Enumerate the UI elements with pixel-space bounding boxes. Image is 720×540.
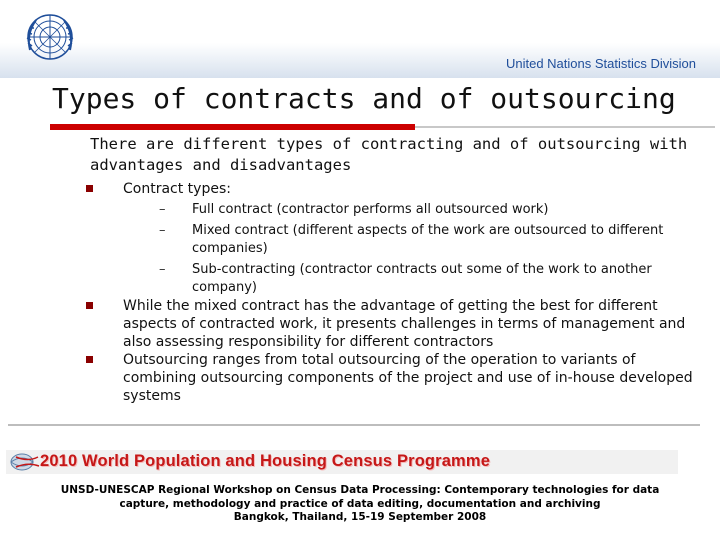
sub-item-text: Sub-contracting (contractor contracts out some of the work to another company) — [192, 262, 652, 295]
footer-line: capture, methodology and practice of data editing, documentation and archiving — [119, 497, 601, 510]
sub-item — [123, 261, 701, 297]
bullet-list — [86, 180, 701, 405]
dash-icon: – — [159, 223, 166, 238]
square-bullet-icon — [86, 356, 93, 363]
title-underline-rule — [415, 126, 715, 128]
dash-icon: – — [159, 202, 166, 217]
bullet-item — [86, 351, 701, 405]
bullet-item — [86, 297, 701, 351]
un-emblem-icon — [22, 10, 78, 66]
square-bullet-icon — [86, 302, 93, 309]
sub-item — [123, 222, 701, 258]
bullet-item — [86, 180, 701, 297]
bullet-text: Contract types: — [123, 181, 231, 197]
census-programme-banner — [6, 450, 678, 474]
bullet-text: Outsourcing ranges from total outsourcing of the operation to variants of combining outsourcing components of the project and use of in-house developed systems — [123, 352, 693, 404]
intro-text: There are different types of contracting and of outsourcing with advantages and disadvantages — [90, 135, 688, 174]
title-underline-accent — [50, 124, 415, 130]
footer-divider — [8, 424, 700, 426]
slide-title: Types of contracts and of outsourcing — [52, 82, 676, 115]
globe-swirl-icon — [8, 451, 42, 473]
footer-line: Bangkok, Thailand, 15-19 September 2008 — [233, 511, 487, 523]
square-bullet-icon — [86, 185, 93, 192]
organization-name: United Nations Statistics Division — [505, 56, 696, 71]
sub-item-text: Full contract (contractor performs all outsourced work) — [192, 202, 549, 217]
dash-icon: – — [159, 262, 166, 277]
sub-item — [123, 201, 701, 219]
footer-line: UNSD-UNESCAP Regional Workshop on Census Data Processing: Contemporary technologies for data — [60, 484, 660, 496]
banner-title: 2010 World Population and Housing Census Programme — [40, 452, 491, 470]
footer — [0, 484, 720, 525]
sub-item-text: Mixed contract (different aspects of the work are outsourced to different companies) — [192, 223, 664, 256]
bullet-text: While the mixed contract has the advantage of getting the best for different aspects of contracted work, it presents challenges in terms of management and also assessing responsibility for different contractors — [123, 298, 686, 350]
